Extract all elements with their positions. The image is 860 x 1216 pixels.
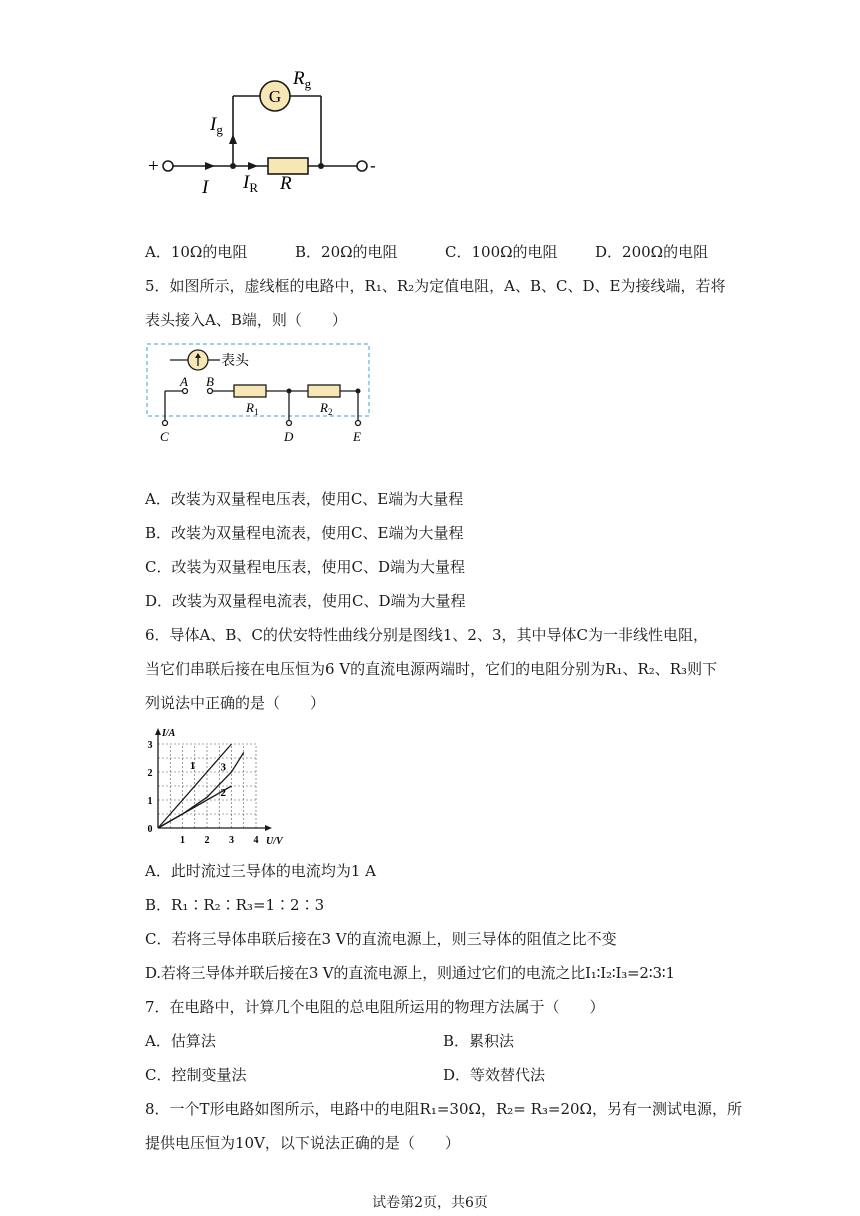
- series-label-2: 2: [220, 786, 226, 799]
- x-axis-label: U/V: [266, 836, 283, 847]
- svg-text:Rg: $R_g$: [293, 68, 312, 91]
- x-tick-label: 4: [253, 835, 259, 846]
- y-axis-arrow: [155, 728, 161, 735]
- x-tick-label: 1: [180, 835, 185, 846]
- q4-option-d: D．200Ω的电阻: [595, 243, 709, 261]
- x-tick-label: 2: [204, 835, 210, 846]
- y-tick-label: 0: [147, 824, 153, 835]
- current-i-label: I: [202, 177, 209, 198]
- q5-option-c: C．改装为双量程电压表，使用C、D端为大量程: [145, 558, 465, 576]
- q5-option-d: D．改装为双量程电流表，使用C、D端为大量程: [145, 592, 466, 610]
- q6-stem-line1: 6．导体A、B、C的伏安特性曲线分别是图线1、2、3，其中导体C为一非线性电阻，: [145, 626, 708, 644]
- q6-option-b: B．R₁∶R₂∶R₃=1∶2∶3: [145, 896, 325, 914]
- x-tick-label: 3: [229, 835, 234, 846]
- page-footer: 试卷第2页，共6页: [372, 1195, 488, 1211]
- q6-stem-line3: 列说法中正确的是（ ）: [145, 694, 326, 712]
- q8-stem-line1: 8．一个T形电路如图所示，电路中的电阻R₁=30Ω，R₂= R₃=20Ω，另有一测试电源，所: [145, 1100, 742, 1118]
- shunt-circuit-figure: [140, 62, 400, 202]
- q5-stem-line1: 5．如图所示，虚线框的电路中，R₁、R₂为定值电阻，A、B、C、D、E为接线端，若将: [145, 277, 726, 295]
- y-axis-label: I/A: [162, 728, 176, 739]
- svg-text:R2: $R_2$: [320, 400, 333, 417]
- meter-label: 表头: [221, 354, 249, 369]
- q7-option-a: A．估算法: [145, 1032, 216, 1050]
- q8-stem-line2: 提供电压恒为10V，以下说法正确的是（ ）: [145, 1134, 460, 1152]
- q4-option-a: A．10Ω的电阻: [145, 243, 248, 261]
- iv-curve-chart: [140, 722, 283, 847]
- q7-option-d: D．等效替代法: [443, 1066, 546, 1084]
- svg-text:Ig: $I_g$: [210, 114, 223, 137]
- minus-terminal-label: -: [370, 156, 376, 175]
- q6-option-a: A．此时流过三导体的电流均为1 A: [145, 862, 376, 880]
- meter-conversion-circuit-figure: [140, 340, 380, 445]
- y-tick-label: 2: [147, 768, 153, 779]
- series-line-3: [158, 752, 244, 828]
- x-axis-arrow: [265, 825, 272, 831]
- series-label-3: 3: [220, 761, 226, 774]
- q6-stem-line2: 当它们串联后接在电压恒为6 V的直流电源两端时，它们的电阻分别为R₁、R₂、R₃则下: [145, 660, 718, 678]
- q6-option-c: C．若将三导体串联后接在3 V的直流电源上，则三导体的阻值之比不变: [145, 930, 617, 948]
- q7-option-b: B．累积法: [443, 1032, 515, 1050]
- y-tick-label: 1: [147, 796, 153, 807]
- q5-stem-line2: 表头接入A、B端，则（ ）: [145, 311, 347, 329]
- current-ir-label: I: [243, 172, 250, 193]
- y-tick-label: 3: [147, 740, 153, 751]
- terminal-a-label: A: [180, 374, 188, 389]
- r1-label: R: [246, 400, 254, 415]
- svg-text:R1: $R_1$: [246, 400, 259, 417]
- q5-option-a: A．改装为双量程电压表，使用C、E端为大量程: [145, 490, 464, 508]
- series-label-1: 1: [189, 760, 196, 773]
- terminal-e-label: E: [353, 429, 361, 444]
- plus-terminal-label: +: [148, 156, 159, 177]
- q5-option-b: B．改装为双量程电流表，使用C、E端为大量程: [145, 524, 464, 542]
- q7-option-c: C．控制变量法: [145, 1066, 247, 1084]
- terminal-b-label: B: [206, 374, 214, 389]
- ig-label: I: [210, 114, 217, 135]
- resistor-r-label: R: [280, 173, 292, 194]
- q7-stem: 7．在电路中，计算几个电阻的总电阻所运用的物理方法属于（ ）: [145, 998, 605, 1016]
- r2-label: R: [320, 400, 328, 415]
- terminal-c-label: C: [160, 429, 169, 444]
- terminal-d-label: D: [284, 429, 294, 444]
- q6-option-d: D.若将三导体并联后接在3 V的直流电源上，则通过它们的电流之比I₁∶I₂∶I₃=2∶3∶1: [145, 964, 675, 982]
- q4-option-c: C．100Ω的电阻: [445, 243, 558, 261]
- galvanometer-label: G: [268, 87, 282, 106]
- svg-text:IR: $I_R$: [243, 172, 258, 195]
- q4-option-b: B．20Ω的电阻: [295, 243, 398, 261]
- rg-label: R: [293, 68, 305, 89]
